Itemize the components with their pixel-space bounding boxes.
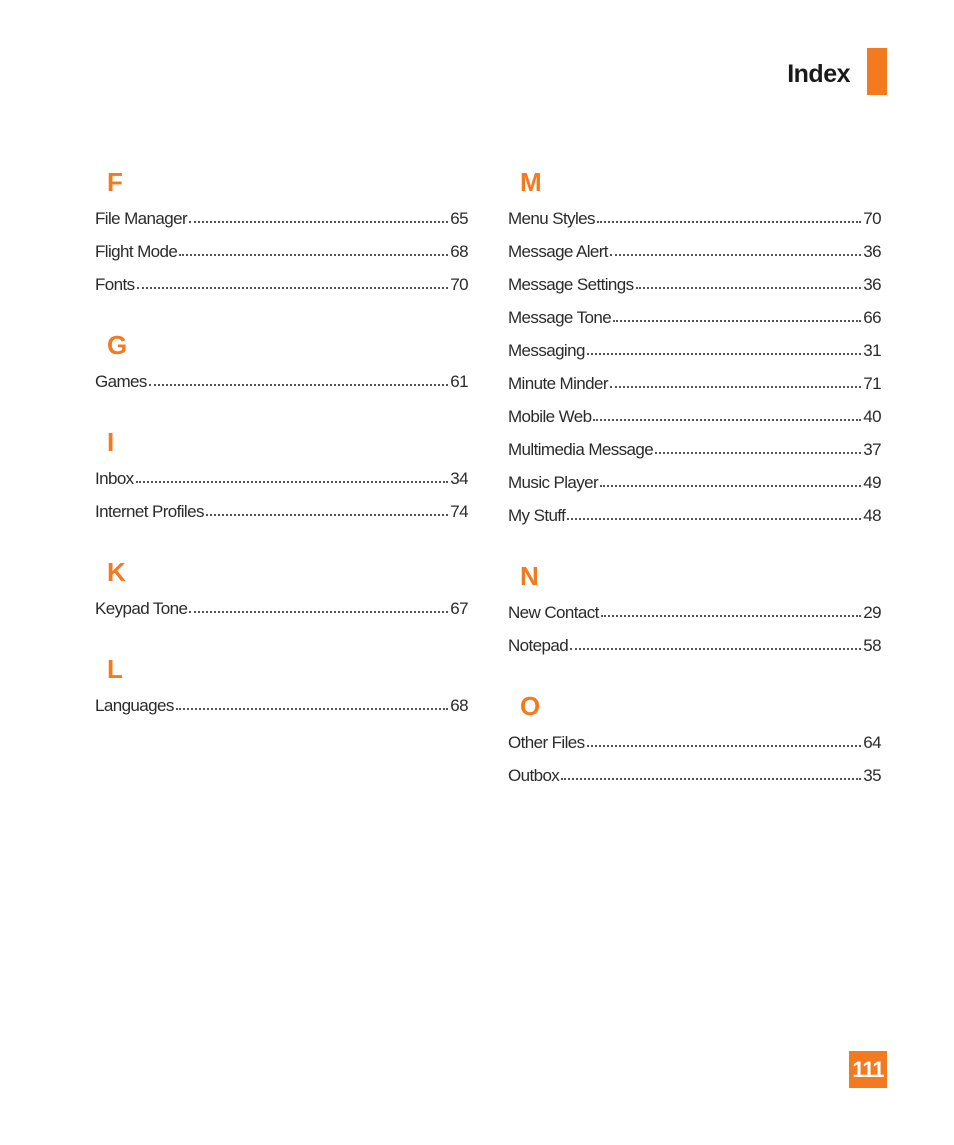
index-section-f (95, 164, 468, 301)
dot-leader (587, 745, 862, 747)
entry-page-number: 34 (450, 469, 468, 488)
index-entry (95, 268, 468, 301)
section-letter: N (520, 561, 539, 591)
index-entry (508, 759, 881, 792)
entry-label: File Manager (95, 209, 188, 228)
index-entry (508, 466, 881, 499)
entry-label: Outbox (508, 766, 560, 785)
entry-label: Messaging (508, 341, 585, 360)
section-letter: L (107, 654, 123, 684)
entry-page-number: 65 (450, 209, 468, 228)
entry-label: Fonts (95, 275, 135, 294)
section-letter: K (107, 557, 126, 587)
dot-leader (149, 384, 448, 386)
index-entry (508, 235, 881, 268)
dot-leader (136, 481, 449, 483)
index-section-g (95, 327, 468, 398)
entry-page-number: 74 (450, 502, 468, 521)
index-section-i (95, 424, 468, 528)
entry-page-number: 37 (863, 440, 881, 459)
entry-label: Flight Mode (95, 242, 178, 261)
dot-leader (179, 254, 448, 256)
entry-label: Multimedia Message (508, 440, 654, 459)
entry-page-number: 70 (450, 275, 468, 294)
dot-leader (601, 615, 862, 617)
section-letter: M (520, 167, 542, 197)
entry-page-number: 29 (863, 603, 881, 622)
index-section-m (508, 164, 881, 532)
dot-leader (206, 514, 448, 516)
entry-label: Games (95, 372, 147, 391)
entry-page-number: 58 (863, 636, 881, 655)
entry-label: Message Alert (508, 242, 608, 261)
entry-page-number: 61 (450, 372, 468, 391)
entry-label: Menu Styles (508, 209, 595, 228)
index-section-l (95, 651, 468, 722)
entry-label: Notepad (508, 636, 569, 655)
section-letter: O (520, 691, 541, 721)
entry-label: Internet Profiles (95, 502, 204, 521)
index-entry (95, 235, 468, 268)
entry-page-number: 68 (450, 696, 468, 715)
index-column-right (508, 164, 881, 818)
entry-label: Languages (95, 696, 174, 715)
index-entry (508, 400, 881, 433)
dot-leader (587, 353, 861, 355)
entry-page-number: 67 (450, 599, 468, 618)
entry-label: My Stuff (508, 506, 566, 525)
entry-label: New Contact (508, 603, 599, 622)
index-entry (508, 726, 881, 759)
index-entry (508, 268, 881, 301)
entry-label: Keypad Tone (95, 599, 188, 618)
dot-leader (593, 419, 861, 421)
entry-label: Message Settings (508, 275, 634, 294)
dot-leader (610, 254, 861, 256)
entry-page-number: 36 (863, 275, 881, 294)
index-column-left (95, 164, 468, 748)
dot-leader (600, 485, 861, 487)
dot-leader (561, 778, 861, 780)
index-entry (508, 301, 881, 334)
entry-page-number: 31 (863, 341, 881, 360)
dot-leader (567, 518, 861, 520)
entry-label: Inbox (95, 469, 134, 488)
index-section-o (508, 688, 881, 792)
dot-leader (137, 287, 449, 289)
index-entry (95, 689, 468, 722)
dot-leader (570, 648, 861, 650)
index-entry (508, 202, 881, 235)
index-entry (95, 365, 468, 398)
dot-leader (610, 386, 861, 388)
accent-bar (867, 48, 887, 95)
index-entry (95, 462, 468, 495)
dot-leader (655, 452, 861, 454)
index-entry (508, 334, 881, 367)
dot-leader (613, 320, 861, 322)
dot-leader (636, 287, 862, 289)
index-entry (508, 596, 881, 629)
entry-label: Music Player (508, 473, 599, 492)
entry-page-number: 66 (863, 308, 881, 327)
entry-page-number: 35 (863, 766, 881, 785)
section-letter: I (107, 427, 115, 457)
entry-label: Message Tone (508, 308, 612, 327)
index-entry (508, 499, 881, 532)
index-entry (95, 592, 468, 625)
entry-page-number: 70 (863, 209, 881, 228)
entry-page-number: 48 (863, 506, 881, 525)
entry-label: Minute Minder (508, 374, 608, 393)
index-entry (508, 629, 881, 662)
dot-leader (189, 611, 448, 613)
index-section-n (508, 558, 881, 662)
section-letter: F (107, 167, 123, 197)
dot-leader (189, 221, 448, 223)
dot-leader (176, 708, 449, 710)
entry-label: Other Files (508, 733, 585, 752)
index-entry (95, 202, 468, 235)
section-letter: G (107, 330, 128, 360)
index-section-k (95, 554, 468, 625)
entry-page-number: 49 (863, 473, 881, 492)
page-number-badge: 111 (849, 1051, 887, 1088)
index-entry (508, 367, 881, 400)
index-entry (95, 495, 468, 528)
entry-page-number: 71 (863, 374, 881, 393)
page-title: Index (787, 60, 850, 88)
index-entry (508, 433, 881, 466)
dot-leader (597, 221, 861, 223)
entry-label: Mobile Web (508, 407, 592, 426)
entry-page-number: 36 (863, 242, 881, 261)
entry-page-number: 64 (863, 733, 881, 752)
entry-page-number: 68 (450, 242, 468, 261)
entry-page-number: 40 (863, 407, 881, 426)
